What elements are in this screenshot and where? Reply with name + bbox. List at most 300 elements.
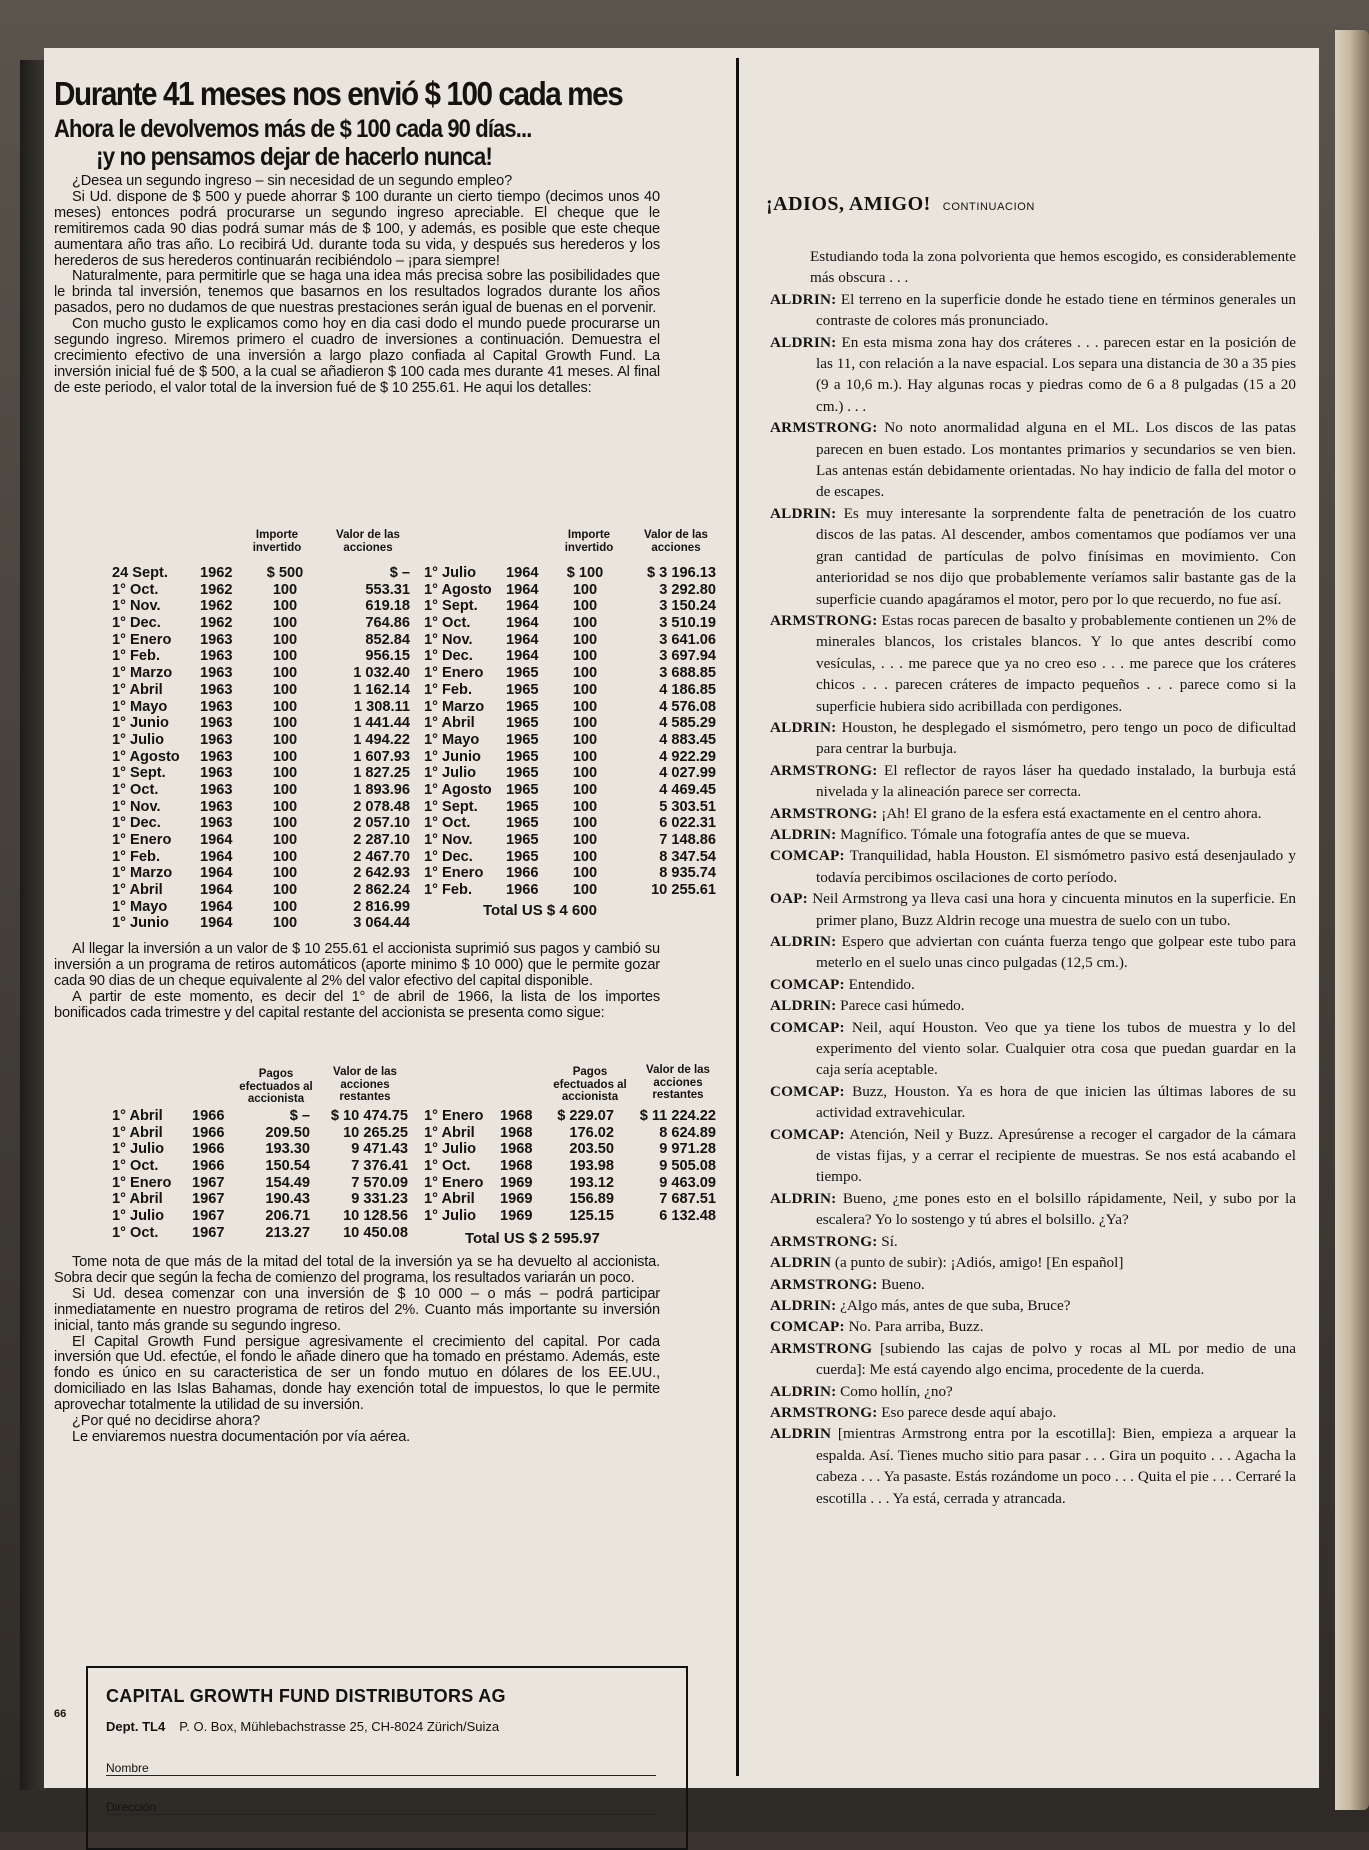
- value-cell: 2 057.10: [353, 815, 410, 832]
- value-cell: 8 935.74: [659, 865, 716, 882]
- month-cell: 1° Oct.: [112, 1158, 159, 1175]
- speaker-name: ARMSTRONG:: [770, 419, 878, 437]
- value-cell: 1 607.93: [353, 748, 410, 765]
- speaker-name: COMCAP:: [770, 1082, 845, 1100]
- table-row: [424, 732, 716, 749]
- value-cell: 4 469.45: [659, 781, 716, 798]
- paragraph: Naturalmente, para permitirle que se haga una idea más precisa sobre las posibilidades que le brinda tal inversión, tenemos que basarnos en los resultados logrados durante los años pasados, pero no dudamos de que nuestras prestaciones serán igual de buenas en el porvenir.: [54, 268, 660, 317]
- value-cell: 7 376.41: [351, 1158, 408, 1175]
- table-row: [424, 699, 716, 716]
- amount-cell: 100: [572, 765, 598, 782]
- table-row: [112, 682, 422, 699]
- value-cell: 9 505.08: [659, 1158, 716, 1175]
- speech-text: Eso parece desde aquí abajo.: [877, 1403, 1057, 1421]
- transcript-line: [770, 888, 1296, 931]
- amount-cell: 100: [572, 681, 598, 698]
- ad-intro: [54, 174, 660, 397]
- table-row: [424, 582, 716, 599]
- table-row: [424, 882, 716, 899]
- table-row: [112, 749, 422, 766]
- ad-closing-text: [54, 1255, 660, 1446]
- ad-headline: Durante 41 meses nos envió $ 100 cada mes: [54, 75, 623, 112]
- amount-cell: 193.30: [265, 1141, 310, 1158]
- value-cell: 1 162.14: [353, 681, 410, 698]
- table-header: Importe invertido: [564, 529, 614, 554]
- month-cell: 1° Enero: [424, 1108, 484, 1124]
- transcript-line: [770, 803, 1296, 824]
- table-row: [424, 715, 716, 732]
- speaker-name: COMCAP:: [770, 847, 845, 865]
- table-row: [424, 598, 716, 615]
- table-row: [424, 799, 716, 816]
- value-cell: 3 688.85: [659, 665, 716, 682]
- transcript-line: [770, 1252, 1296, 1273]
- amount-cell: 206.71: [265, 1208, 310, 1225]
- year-cell: 1966: [192, 1108, 225, 1124]
- table-row: [112, 565, 422, 582]
- speaker-name: ALDRIN: [770, 1254, 832, 1272]
- table-row: [424, 1175, 716, 1192]
- speaker-name: ARMSTRONG:: [770, 761, 878, 779]
- year-cell: 1966: [192, 1158, 225, 1175]
- month-cell: 1° Abril: [424, 715, 475, 732]
- order-coupon: [86, 1666, 688, 1850]
- speech-text: El terreno en la superficie donde he estado tiene en términos generales un contraste de colores más pronunciado.: [816, 290, 1296, 330]
- value-cell: $ 10 474.75: [330, 1108, 408, 1124]
- year-cell: 1963: [200, 715, 233, 732]
- transcript-line: [770, 1081, 1296, 1124]
- table-row: [112, 648, 422, 665]
- speech-text: Bueno, ¿me pones esto en el bolsillo rápidamente, Neil, y subo por la escalera? Yo lo sostengo y tú abres el bolsillo. ¿Ya?: [816, 1189, 1296, 1229]
- month-cell: 1° Sept.: [112, 765, 166, 782]
- month-cell: 1° Abril: [424, 1124, 475, 1141]
- month-cell: 1° Feb.: [112, 648, 161, 665]
- month-cell: 1° Agosto: [112, 748, 180, 765]
- value-cell: 4 585.29: [659, 715, 716, 732]
- table-row: [112, 765, 422, 782]
- year-cell: 1963: [200, 815, 233, 832]
- amount-cell: 154.49: [265, 1174, 310, 1191]
- transcript-line: [770, 1295, 1296, 1316]
- table-row: [112, 1158, 422, 1175]
- year-cell: 1965: [506, 681, 539, 698]
- ad-subheadline-2: ¡y no pensamos dejar de hacerlo nunca!: [96, 143, 492, 171]
- transcript-line: [770, 845, 1296, 888]
- amount-cell: 100: [272, 648, 298, 665]
- value-cell: 2 816.99: [353, 898, 410, 915]
- year-cell: 1964: [200, 865, 233, 882]
- year-cell: 1965: [506, 731, 539, 748]
- table-row: [424, 832, 716, 849]
- speaker-name: ALDRIN:: [770, 718, 837, 736]
- value-cell: 3 292.80: [659, 581, 716, 598]
- year-cell: 1963: [200, 731, 233, 748]
- month-cell: 1° Feb.: [424, 882, 473, 899]
- amount-cell: 100: [572, 781, 598, 798]
- year-cell: 1964: [506, 631, 539, 648]
- value-cell: 10 255.61: [651, 882, 716, 899]
- speech-text: Como hollín, ¿no?: [836, 1382, 953, 1400]
- transcript-line: [770, 1423, 1296, 1509]
- value-cell: 1 032.40: [353, 665, 410, 682]
- speech-text: Neil Armstrong ya lleva casi una hora y cincuenta minutos en la superficie. En primer plano, Buzz Aldrin recoge una muestra de suelo con un tubo.: [807, 890, 1296, 929]
- month-cell: 1° Abril: [112, 681, 163, 698]
- speech-text: Neil, aquí Houston. Veo que ya tiene los tubos de muestra y lo del experimento del viento solar. Cualquier otra cosa que puedan guardar en la caja sería aceptable.: [816, 1018, 1296, 1079]
- month-cell: 1° Oct.: [424, 1158, 471, 1175]
- month-cell: 1° Enero: [112, 631, 172, 648]
- value-cell: 3 064.44: [353, 915, 410, 932]
- amount-cell: 100: [272, 615, 298, 632]
- month-cell: 1° Marzo: [112, 865, 173, 882]
- year-cell: 1963: [200, 681, 233, 698]
- year-cell: 1965: [506, 665, 539, 682]
- speech-text: No. Para arriba, Buzz.: [844, 1318, 984, 1336]
- speaker-name: ALDRIN:: [770, 333, 837, 351]
- amount-cell: 100: [572, 832, 598, 848]
- transcript-line: [770, 332, 1296, 418]
- amount-cell: 100: [572, 748, 598, 765]
- table-row: [112, 732, 422, 749]
- speaker-name: ALDRIN:: [770, 1189, 837, 1207]
- table-row: [424, 749, 716, 766]
- amount-cell: 100: [572, 665, 598, 682]
- table-row: [112, 1208, 422, 1225]
- page-number: 66: [54, 1708, 67, 1720]
- transcript-line: [770, 1402, 1296, 1423]
- paragraph: Si Ud. dispone de $ 500 y puede ahorrar $ 100 durante un cierto tiempo (decimos unos 40 meses) entonces podrá procurarse un segundo ingreso apreciable. El cheque que le remitiremos cada 90 dias podrá sumar más de $ 100, y además, es posible que este cheque aumentara año tras año. Lo recibirá Ud. durante toda su vida, y después sus herederos y los herederos de sus herederos continuarán recibiéndolo – ¡para siempre!: [54, 188, 660, 269]
- coupon-company: CAPITAL GROWTH FUND DISTRIBUTORS AG: [106, 1686, 506, 1706]
- month-cell: 1° Nov.: [112, 598, 161, 615]
- article-continued: CONTINUACION: [942, 201, 1035, 213]
- month-cell: 1° Julio: [112, 731, 165, 748]
- name-field[interactable]: [106, 1761, 656, 1776]
- value-cell: 4 186.85: [659, 681, 716, 698]
- amount-cell: 100: [572, 815, 598, 832]
- table-row: [112, 1225, 422, 1242]
- month-cell: 1° Oct.: [112, 581, 159, 598]
- value-cell: 1 893.96: [353, 781, 410, 798]
- amount-cell: 100: [272, 848, 298, 865]
- value-cell: 9 331.23: [351, 1191, 408, 1208]
- table-row: [424, 865, 716, 882]
- month-cell: 1° Sept.: [424, 798, 478, 815]
- value-cell: 3 697.94: [659, 648, 716, 665]
- amount-cell: 203.50: [569, 1141, 614, 1158]
- transcript-line: [770, 824, 1296, 845]
- value-cell: $ 3 196.13: [647, 565, 716, 581]
- amount-cell: $ –: [289, 1108, 310, 1124]
- year-cell: 1968: [500, 1158, 533, 1175]
- value-cell: 1 308.11: [353, 698, 410, 715]
- payout-table-right: [424, 1108, 716, 1225]
- value-cell: 764.86: [365, 615, 410, 632]
- month-cell: 1° Julio: [112, 1208, 165, 1225]
- table-header: Valor de las acciones: [336, 529, 400, 554]
- table-header: Valor de las acciones restantes: [333, 1066, 397, 1103]
- amount-cell: 100: [272, 865, 298, 882]
- amount-cell: 193.12: [569, 1174, 614, 1191]
- transcript-line: [770, 417, 1296, 503]
- amount-cell: $ 229.07: [557, 1108, 614, 1124]
- month-cell: 1° Enero: [424, 1174, 484, 1191]
- table-header: Valor de las acciones restantes: [646, 1064, 710, 1101]
- amount-cell: 100: [272, 665, 298, 682]
- year-cell: 1965: [506, 781, 539, 798]
- transcript-line: [770, 1338, 1296, 1381]
- speech-text: ¿Algo más, antes de que suba, Bruce?: [836, 1296, 1071, 1314]
- amount-cell: 100: [272, 898, 298, 915]
- month-cell: 1° Mayo: [112, 898, 168, 915]
- table-total: Total US $ 2 595.97: [465, 1230, 600, 1247]
- address-label: Dirección: [106, 1800, 157, 1814]
- amount-cell: 100: [272, 715, 298, 732]
- speech-text: Estas rocas parecen de basalto y probablemente contienen un 2% de minerales blancos, los cristales blancos. Y lo que antes describí como vesículas, . . . me parece que ya no creo eso . . . me parece que los cráteres chicos . . . parecen cráteres de impacto pequeños . . . parece como si la superficie hubiera sido acribillada con perdigones.: [816, 611, 1296, 715]
- transcript-line: [770, 931, 1296, 974]
- table-row: [112, 715, 422, 732]
- ad-middle-text: [54, 942, 660, 1022]
- table-row: [424, 765, 716, 782]
- amount-cell: 190.43: [265, 1191, 310, 1208]
- month-cell: 1° Julio: [112, 1141, 165, 1158]
- speech-text: Houston, he desplegado el sismómetro, pero tengo un poco de dificultad para centrar la burbuja.: [816, 718, 1296, 758]
- year-cell: 1968: [500, 1141, 533, 1158]
- month-cell: 1° Oct.: [424, 615, 471, 632]
- amount-cell: 209.50: [265, 1124, 310, 1141]
- value-cell: 619.18: [365, 598, 410, 615]
- speaker-name: ALDRIN:: [770, 933, 837, 950]
- table-row: [112, 632, 422, 649]
- table-row: [112, 832, 422, 849]
- amount-cell: 100: [272, 781, 298, 798]
- table-row: [424, 782, 716, 799]
- value-cell: 2 467.70: [353, 848, 410, 865]
- magazine-page-edges: [1335, 30, 1369, 1810]
- amount-cell: 100: [272, 815, 298, 832]
- value-cell: 1 441.44: [353, 715, 410, 732]
- table-row: [112, 582, 422, 599]
- table-row: [424, 615, 716, 632]
- table-row: [424, 632, 716, 649]
- table-total: Total US $ 4 600: [483, 902, 597, 919]
- year-cell: 1962: [200, 581, 233, 598]
- value-cell: 9 463.09: [659, 1174, 716, 1191]
- value-cell: 7 687.51: [659, 1191, 716, 1208]
- month-cell: 1° Mayo: [112, 698, 168, 715]
- paragraph: ¿Desea un segundo ingreso – sin necesidad de un segundo empleo?: [72, 173, 513, 189]
- value-cell: 2 287.10: [353, 832, 410, 848]
- year-cell: 1966: [506, 882, 539, 899]
- amount-cell: 156.89: [569, 1191, 614, 1208]
- table-row: [112, 615, 422, 632]
- amount-cell: 125.15: [569, 1208, 614, 1225]
- transcript-line: [770, 289, 1296, 332]
- transcript-line: [770, 1124, 1296, 1188]
- amount-cell: 176.02: [569, 1124, 614, 1141]
- table-row: [112, 699, 422, 716]
- address-field[interactable]: [106, 1800, 656, 1815]
- speech-text: Bueno.: [877, 1275, 925, 1293]
- speaker-name: COMCAP:: [770, 1018, 845, 1036]
- month-cell: 1° Oct.: [112, 1224, 159, 1241]
- article-title: ¡ADIOS, AMIGO!: [766, 193, 931, 215]
- payout-table-left: [112, 1108, 422, 1242]
- amount-cell: 100: [272, 581, 298, 598]
- table-row: [112, 915, 422, 932]
- speech-text: Magnífico. Tómale una fotografía antes de que se mueva.: [836, 825, 1190, 843]
- speaker-name: ARMSTRONG:: [770, 1232, 878, 1250]
- speech-text: Sí.: [877, 1232, 898, 1250]
- amount-cell: 100: [572, 598, 598, 615]
- month-cell: 24 Sept.: [112, 565, 168, 581]
- year-cell: 1964: [506, 648, 539, 665]
- year-cell: 1967: [192, 1174, 225, 1191]
- table-row: [424, 648, 716, 665]
- year-cell: 1962: [200, 615, 233, 632]
- speech-text: En esta misma zona hay dos cráteres . . . parecen estar en la posición de las 11, con relación a la nave espacial. Los separa una distancia de 30 a 35 pies (9 a 10,6 m.). Hay algunas rocas y piedras como de 6 a 8 pulgadas (15 a 20 cm.) . . .: [816, 333, 1296, 415]
- table-row: [424, 565, 716, 582]
- month-cell: 1° Dec.: [112, 815, 161, 832]
- month-cell: 1° Sept.: [424, 598, 478, 615]
- transcript-line: [770, 974, 1296, 995]
- year-cell: 1962: [200, 598, 233, 615]
- value-cell: 4 883.45: [659, 731, 716, 748]
- value-cell: 2 642.93: [353, 865, 410, 882]
- amount-cell: 100: [272, 731, 298, 748]
- table-row: [424, 1125, 716, 1142]
- table-header: Valor de las acciones: [644, 529, 708, 554]
- year-cell: 1964: [200, 898, 233, 915]
- year-cell: 1963: [200, 665, 233, 682]
- year-cell: 1966: [192, 1141, 225, 1158]
- table-row: [112, 1108, 422, 1125]
- amount-cell: $ 500: [266, 565, 304, 581]
- speaker-name: ALDRIN:: [770, 504, 837, 522]
- amount-cell: 193.98: [569, 1158, 614, 1175]
- amount-cell: 100: [272, 915, 298, 932]
- month-cell: 1° Agosto: [424, 581, 492, 598]
- month-cell: 1° Nov.: [112, 798, 161, 815]
- table-row: [424, 665, 716, 682]
- year-cell: 1964: [506, 615, 539, 632]
- year-cell: 1969: [500, 1174, 533, 1191]
- value-cell: 8 347.54: [659, 848, 716, 865]
- speaker-name: ALDRIN:: [770, 1382, 837, 1400]
- value-cell: $ –: [389, 565, 410, 581]
- coupon-dept: Dept. TL4: [106, 1719, 166, 1734]
- value-cell: 7 148.86: [659, 832, 716, 848]
- speaker-name: ARMSTRONG:: [770, 1275, 878, 1293]
- month-cell: 1° Agosto: [424, 781, 492, 798]
- table-row: [424, 1208, 716, 1225]
- month-cell: 1° Enero: [112, 832, 172, 848]
- month-cell: 1° Enero: [424, 665, 484, 682]
- amount-cell: 100: [272, 798, 298, 815]
- amount-cell: 100: [272, 748, 298, 765]
- month-cell: 1° Oct.: [424, 815, 471, 832]
- speech-text: Parece casi húmedo.: [836, 997, 965, 1015]
- month-cell: 1° Abril: [112, 1191, 163, 1208]
- amount-cell: 100: [272, 832, 298, 848]
- speaker-name: ALDRIN: [770, 1425, 832, 1443]
- value-cell: 3 641.06: [659, 631, 716, 648]
- year-cell: 1965: [506, 848, 539, 865]
- speaker-name: ARMSTRONG:: [770, 804, 878, 822]
- month-cell: 1° Dec.: [424, 848, 473, 865]
- amount-cell: 100: [572, 698, 598, 715]
- value-cell: 9 971.28: [659, 1141, 716, 1158]
- value-cell: 9 471.43: [351, 1141, 408, 1158]
- value-cell: 2 078.48: [353, 798, 410, 815]
- name-label: Nombre: [106, 1761, 149, 1775]
- column-rule: [736, 58, 739, 1776]
- amount-cell: 150.54: [265, 1158, 310, 1175]
- year-cell: 1968: [500, 1108, 533, 1124]
- amount-cell: 100: [572, 715, 598, 732]
- table-row: [112, 1191, 422, 1208]
- year-cell: 1963: [200, 781, 233, 798]
- year-cell: 1963: [200, 798, 233, 815]
- binding-shadow: [20, 60, 46, 1790]
- month-cell: 1° Junio: [424, 748, 481, 765]
- table-row: [112, 865, 422, 882]
- amount-cell: 100: [272, 765, 298, 782]
- value-cell: 6 132.48: [659, 1208, 716, 1225]
- year-cell: 1963: [200, 748, 233, 765]
- year-cell: 1965: [506, 798, 539, 815]
- month-cell: 1° Julio: [424, 765, 477, 782]
- value-cell: 4 576.08: [659, 698, 716, 715]
- month-cell: 1° Nov.: [424, 631, 473, 648]
- value-cell: 1 494.22: [353, 731, 410, 748]
- transcript-line: [770, 503, 1296, 610]
- amount-cell: 100: [572, 731, 598, 748]
- month-cell: 1° Junio: [112, 915, 169, 932]
- transcript-line: [770, 1231, 1296, 1252]
- amount-cell: 100: [272, 882, 298, 899]
- value-cell: 4 027.99: [659, 765, 716, 782]
- transcript-line: [770, 1381, 1296, 1402]
- year-cell: 1963: [200, 648, 233, 665]
- year-cell: 1965: [506, 748, 539, 765]
- coupon-street: P. O. Box, Mühlebachstrasse 25, CH-8024 Zürich/Suiza: [179, 1719, 500, 1734]
- month-cell: 1° Nov.: [424, 832, 473, 848]
- year-cell: 1963: [200, 698, 233, 715]
- table-row: [112, 899, 422, 916]
- paragraph: ¿Por qué no decidirse ahora?: [72, 1413, 261, 1430]
- ad-subheadline: Ahora le devolvemos más de $ 100 cada 90 días...: [54, 115, 532, 143]
- year-cell: 1965: [506, 698, 539, 715]
- month-cell: 1° Junio: [112, 715, 169, 732]
- speech-text: No noto anormalidad alguna en el ML. Los discos de las patas parecen en buen estado. Los montantes primarios y secundarios se ven bien. Las antenas están debidamente orientadas. No hay indicio de falla del motor o de escapes.: [816, 419, 1296, 501]
- transcript-line: [770, 760, 1296, 803]
- month-cell: 1° Feb.: [112, 848, 161, 865]
- speech-text: Espero que adviertan con cuánta fuerza tengo que golpear este tubo para meterlo en el suelo unas cinco pulgadas (12,5 cm.).: [816, 933, 1296, 972]
- year-cell: 1962: [200, 565, 233, 581]
- value-cell: 852.84: [365, 631, 410, 648]
- amount-cell: 100: [272, 698, 298, 715]
- paragraph: Si Ud. desea comenzar con una inversión de $ 10 000 – o más – podrá participar inmediatamente en nuestro programa de retiros del 2%. Cuanto más importante su inversión inicial, tanto más grande su segundo ingreso.: [54, 1285, 660, 1334]
- year-cell: 1963: [200, 765, 233, 782]
- coupon-address: [106, 1719, 499, 1734]
- month-cell: 1° Julio: [424, 565, 477, 581]
- value-cell: 5 303.51: [659, 798, 716, 815]
- value-cell: $ 11 224.22: [639, 1108, 716, 1124]
- amount-cell: 100: [572, 798, 598, 815]
- speech-text: Es muy interesante la sorprendente falta de penetración de los cuatro discos de las patas. Al descender, ambos comentamos que podíamos ver una gran cantidad de partículas de polvo finísimas en movimiento. Con anterioridad se nos dijo que probablemente veríamos salir bastante gas de la superficie cuando apagáramos el motor, pero por lo que recuerdo, no fue así.: [816, 504, 1296, 608]
- speaker-name: ALDRIN:: [770, 290, 837, 308]
- month-cell: 1° Dec.: [424, 648, 473, 665]
- year-cell: 1965: [506, 715, 539, 732]
